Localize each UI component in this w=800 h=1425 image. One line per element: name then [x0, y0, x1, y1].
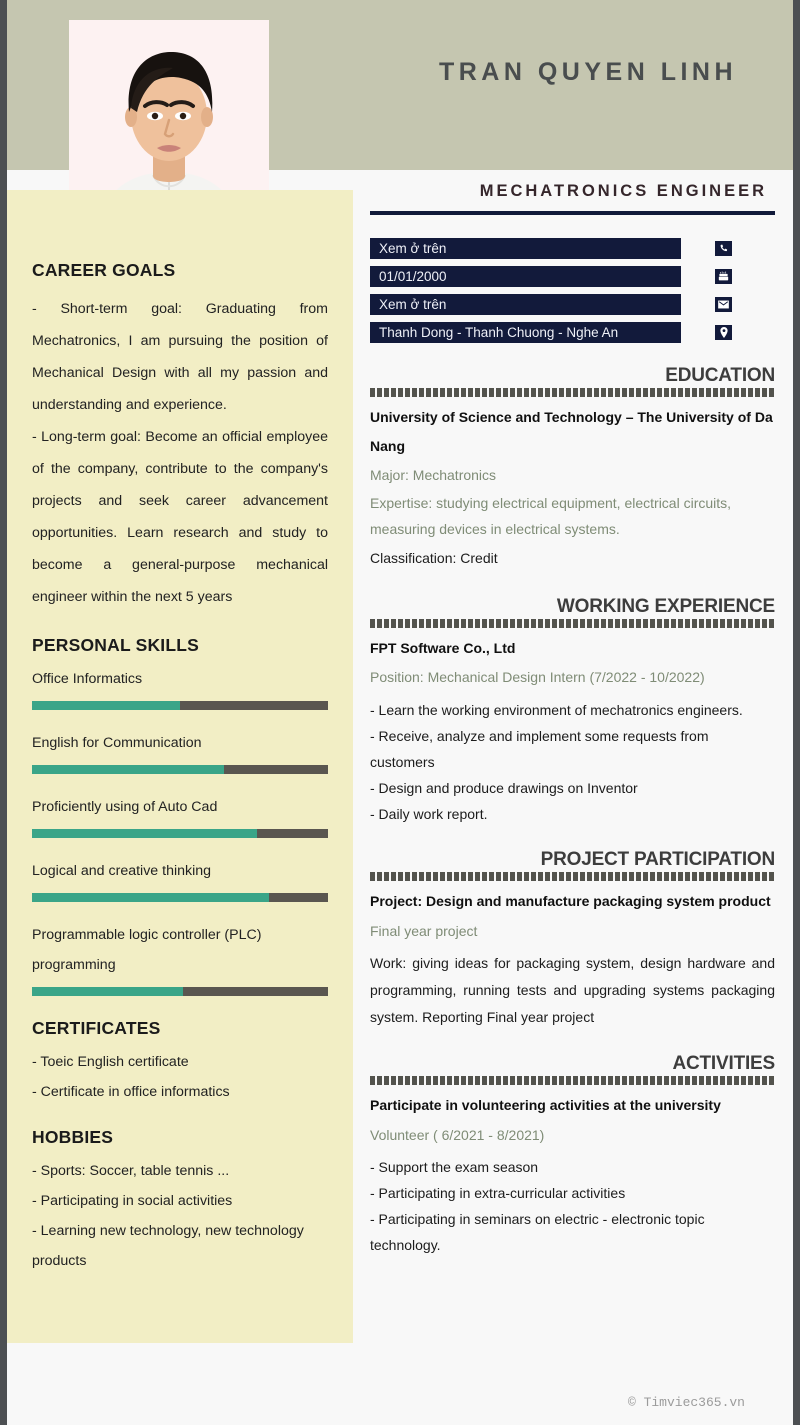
skill-progress-bar: [32, 765, 328, 774]
certificate-item: - Certificate in office informatics: [32, 1084, 230, 1100]
hobby-item: - Participating in social activities: [32, 1193, 233, 1209]
activity-item: - Support the exam season: [370, 1159, 539, 1175]
section-divider: [370, 388, 775, 397]
skill-progress-fill: [32, 893, 269, 902]
footer-copyright: © Timviec365.vn: [627, 1395, 745, 1410]
hobby-item: - Sports: Soccer, table tennis ...: [32, 1163, 230, 1179]
skill-label: Programmable logic controller (PLC) programming: [32, 927, 262, 973]
certificate-item: - Toeic English certificate: [32, 1054, 189, 1070]
section-activities: [370, 1053, 775, 1258]
birthday-cake-icon: [715, 269, 732, 284]
skill-progress-bar: [32, 893, 328, 902]
skill-item: [32, 920, 328, 996]
experience-duty: - Design and produce drawings on Inventor: [370, 780, 638, 796]
phone-icon: [715, 241, 732, 256]
page-right-border: [793, 0, 800, 1425]
sidebar: [7, 190, 353, 1343]
skill-label: Office Informatics: [32, 671, 143, 687]
activity-period: Volunteer ( 6/2021 - 8/2021): [370, 1127, 545, 1143]
section-title-project-participation: PROJECT PARTICIPATION: [540, 849, 775, 870]
section-divider: [370, 872, 775, 881]
activity-item: - Participating in seminars on electric - electronic topic technology.: [370, 1211, 705, 1253]
section-title-education: EDUCATION: [665, 365, 775, 386]
experience-duty: - Receive, analyze and implement some requests from customers: [370, 728, 709, 770]
education-classification: Classification: Credit: [370, 550, 498, 566]
contact-phone-value: Xem ở trên: [370, 238, 681, 259]
skill-progress-bar: [32, 829, 328, 838]
section-title-activities: ACTIVITIES: [672, 1053, 775, 1074]
contact-list: [370, 238, 775, 343]
education-school: University of Science and Technology – The University of Da Nang: [370, 409, 773, 454]
page-left-border: [0, 0, 7, 1425]
skill-progress-fill: [32, 765, 224, 774]
education-major: Major: Mechatronics: [370, 467, 497, 483]
contact-row-phone: [370, 238, 775, 259]
skill-progress-fill: [32, 829, 257, 838]
section-project-participation: [370, 849, 775, 1031]
contact-birthday-value: 01/01/2000: [370, 266, 681, 287]
section-title-certificates: CERTIFICATES: [32, 1018, 161, 1038]
contact-address-value: Thanh Dong - Thanh Chuong - Nghe An: [370, 322, 681, 343]
job-title-underline: [370, 211, 775, 215]
skill-item: [32, 856, 328, 902]
section-title-personal-skills: PERSONAL SKILLS: [32, 635, 200, 655]
section-title-working-experience: WORKING EXPERIENCE: [556, 596, 775, 617]
project-name: Project: Design and manufacture packaging system product: [370, 893, 771, 909]
section-divider: [370, 1076, 775, 1085]
career-goal-short-term: - Short-term goal: Graduating from Mechatronics, I am pursuing the position of Mechanical Design with all my passion and understanding and experience.: [32, 301, 328, 413]
section-title-hobbies: HOBBIES: [32, 1127, 114, 1147]
experience-company: FPT Software Co., Ltd: [370, 640, 516, 656]
experience-position: Position: Mechanical Design Intern (7/2022 - 10/2022): [370, 669, 705, 685]
page-title: TRAN QUYEN LINH: [438, 58, 738, 86]
job-title: MECHATRONICS ENGINEER: [479, 182, 767, 200]
activity-headline: Participate in volunteering activities at the university: [370, 1097, 721, 1113]
skill-progress-fill: [32, 987, 183, 996]
section-divider: [370, 619, 775, 628]
project-subtitle: Final year project: [370, 923, 478, 939]
skill-label: Logical and creative thinking: [32, 863, 212, 879]
contact-email-value: Xem ở trên: [370, 294, 681, 315]
education-expertise: Expertise: studying electrical equipment, electrical circuits, measuring devices in electrical systems.: [370, 495, 732, 537]
experience-duty: - Daily work report.: [370, 806, 488, 822]
project-work: Work: giving ideas for packaging system, design hardware and programming, running tests and upgrading systems packaging system. Reporting Final year project: [370, 955, 775, 1025]
activity-item: - Participating in extra-curricular activities: [370, 1185, 626, 1201]
location-pin-icon: [715, 325, 732, 340]
main-column: [370, 182, 775, 1258]
skill-label: English for Communication: [32, 735, 202, 751]
section-title-career-goals: CAREER GOALS: [32, 260, 176, 280]
skill-item: [32, 728, 328, 774]
skill-progress-fill: [32, 701, 180, 710]
career-goal-long-term: - Long-term goal: Become an official employee of the company, contribute to the company's projects and seek career advancement opportunities. Learn research and study to become a general-purpose mechanical engineer within the next 5 years: [32, 429, 328, 605]
section-working-experience: [370, 596, 775, 827]
skill-progress-bar: [32, 987, 328, 996]
section-education: [370, 365, 775, 574]
skill-item: [32, 664, 328, 710]
email-icon: [715, 297, 732, 312]
experience-duty: - Learn the working environment of mechatronics engineers.: [370, 702, 743, 718]
hobby-item: - Learning new technology, new technology products: [32, 1223, 304, 1269]
contact-row-email: [370, 294, 775, 315]
skill-item: [32, 792, 328, 838]
contact-row-address: [370, 322, 775, 343]
skill-progress-bar: [32, 701, 328, 710]
contact-row-birthday: [370, 266, 775, 287]
skill-label: Proficiently using of Auto Cad: [32, 799, 218, 815]
